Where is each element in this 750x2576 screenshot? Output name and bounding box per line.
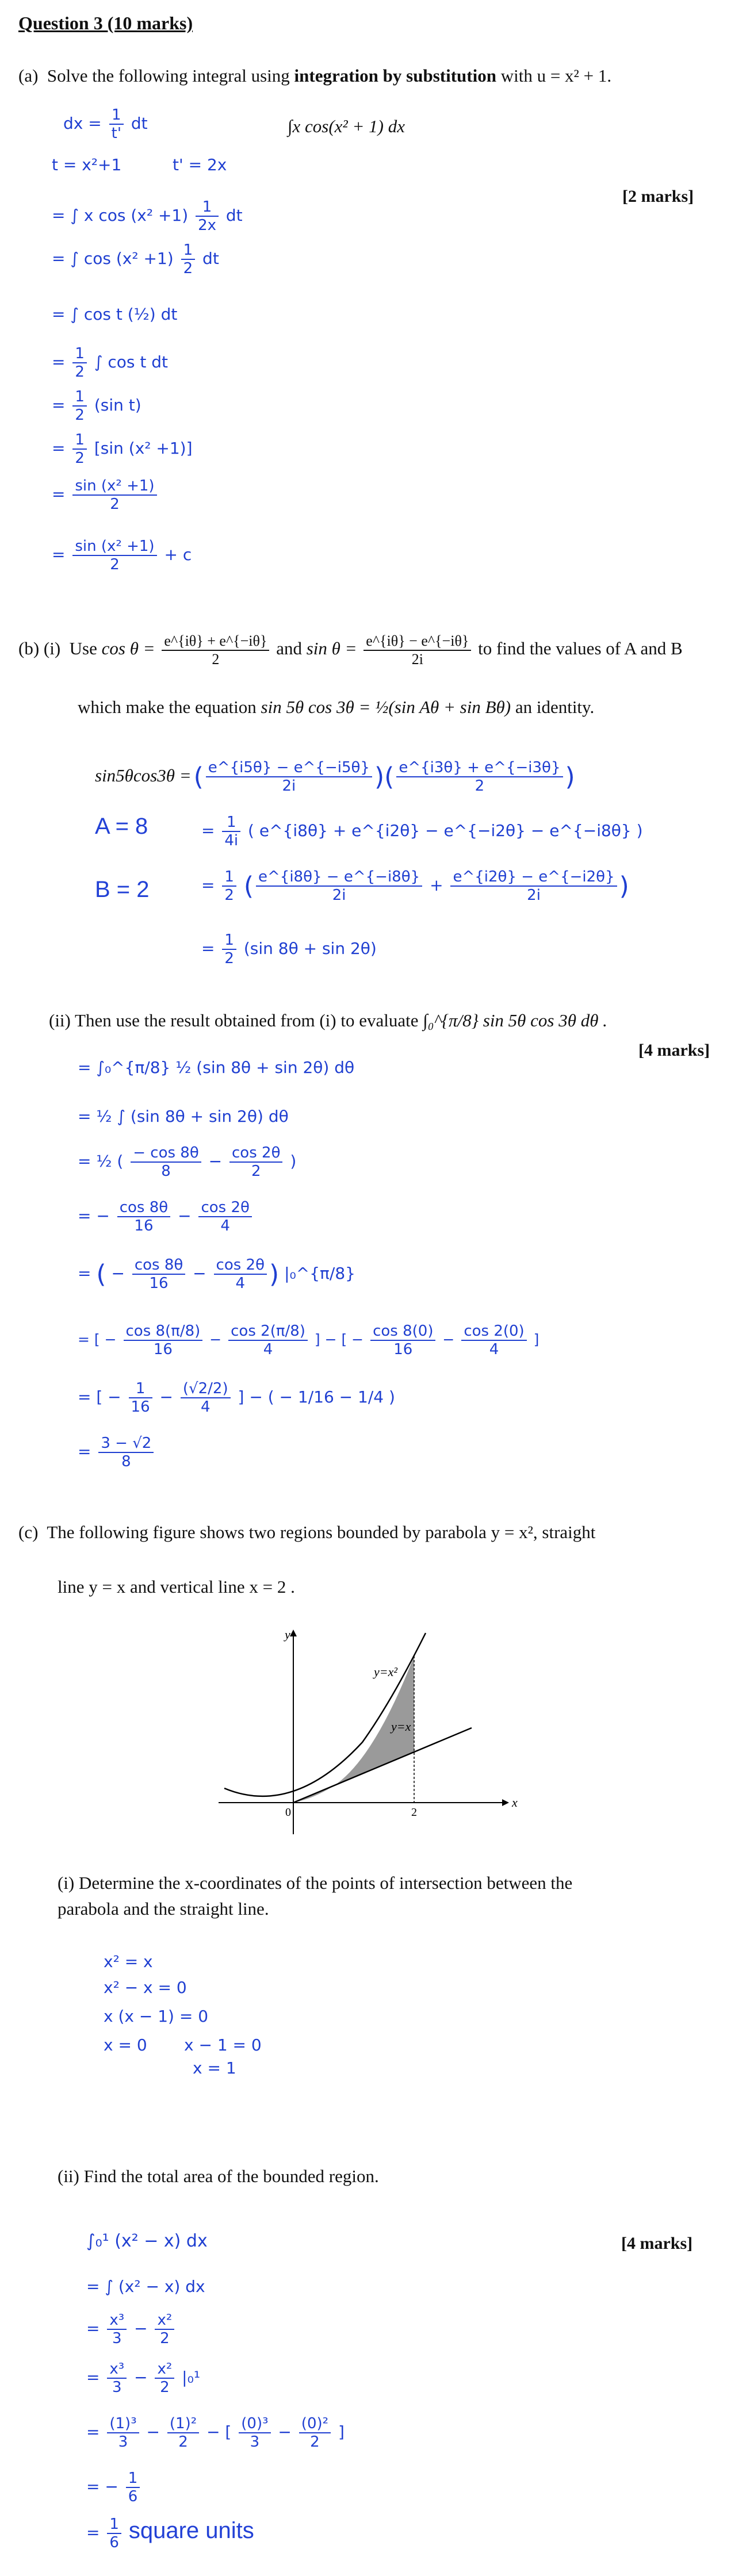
part-a-integral: ∫x cos(x² + 1) dx — [288, 116, 405, 136]
b-ii-w7-b-num: (√2/2) — [182, 1380, 228, 1397]
b-e3-den: 2 — [224, 950, 234, 967]
a-work-dx — [63, 106, 148, 142]
b-ii-w4-b-den: 4 — [220, 1217, 230, 1235]
b-f1-num: e^{i5θ} − e^{−i5θ} — [208, 759, 370, 776]
part-b-cos-num: e^{iθ} + e^{−iθ} — [164, 632, 267, 649]
part-b-cos-lhs: cos θ = — [101, 638, 155, 659]
a-l4-den: 2 — [75, 363, 85, 381]
b-ii-w7-tail: ] − ( − 1/16 − 1/4 ) — [238, 1387, 395, 1406]
b-f2-frac — [396, 759, 562, 795]
a-l4-tail: ∫ cos t dt — [94, 352, 168, 371]
c-i-work2: x² − x = 0 — [104, 1978, 187, 1997]
c-ii-w4-a-den: 3 — [112, 2379, 122, 2396]
b-ii-w7-b-den: 4 — [200, 1398, 211, 1416]
part-b-prompt-line2 — [78, 696, 594, 719]
b-ii-w3-post: ) — [290, 1152, 297, 1171]
part-b-sin-frac — [363, 632, 471, 668]
b-ii-w6-d-num: cos 2(0) — [464, 1322, 525, 1340]
c-ii-w7-num: 1 — [109, 2516, 119, 2533]
part-b-cos-frac — [162, 632, 269, 668]
b-e2-f2-num: e^{i2θ} − e^{−i2θ} — [453, 868, 615, 885]
c-ii-w5-d-den: 2 — [310, 2433, 320, 2451]
c-ii-w4-a — [107, 2360, 127, 2396]
b-ii-work8: = $\frac{3 - √2}{8}$ — [78, 1435, 156, 1470]
b-work-line2: = $\frac{1}{4i}$ ( e^{i8θ} + e^{i2θ} − e^{−i2θ} − e^{−i8θ} ) — [201, 814, 643, 849]
fig-line-label: y=x — [391, 1719, 411, 1734]
b-ii-work7: = [ − $\frac{1}{16}$ − $\frac{(√2/2)}{4}$ ] − ( − 1/16 − 1/4 ) — [78, 1380, 395, 1416]
b-ii-work1: = ∫₀^{π/8} ½ (sin 8θ + sin 2θ) dθ — [78, 1058, 355, 1077]
part-a-prompt — [18, 64, 611, 87]
part-a-text-post: with u = x² + 1. — [500, 66, 612, 86]
y-axis-arrow-icon — [290, 1630, 297, 1636]
part-a-label: (a) — [18, 66, 39, 86]
c-ii-w4-limits: |₀¹ — [182, 2368, 201, 2387]
b-ii-w4-b-num: cos 2θ — [201, 1199, 250, 1216]
c-ii-w5-a — [107, 2415, 139, 2451]
b-e2-f1-den: 2i — [332, 887, 346, 904]
b-ii-w8-num: 3 − √2 — [101, 1435, 152, 1452]
b-e1-den: 4i — [224, 832, 239, 849]
part-b-ii-label: (ii) Then use the result obtained from (i) to evaluate — [49, 1010, 419, 1030]
a-l4-num: 1 — [75, 345, 85, 362]
a-sub-tp: t' = 2x — [173, 155, 227, 174]
a-l7-den: 2 — [110, 496, 120, 513]
c-ii-w5-c-den: 3 — [250, 2433, 260, 2451]
c-ii-work1: ∫₀¹ (x² − x) dx — [86, 2231, 208, 2251]
a-l1-tail: dt — [225, 206, 243, 225]
c-ii-w5-b — [167, 2415, 199, 2451]
a-l8-num: sin (x² +1) — [75, 538, 155, 555]
a-l1-den: 2x — [198, 217, 216, 234]
a-sub-t: t = x²+1 — [52, 155, 122, 174]
part-b-sin-lhs: sin θ = — [306, 638, 357, 659]
c-ii-w3-a-num: x³ — [109, 2312, 125, 2329]
b-e1-frac — [222, 814, 240, 849]
a-work-line6: = $\frac{1}{2}$ [sin (x² +1)] — [52, 431, 193, 467]
c-ii-w3-b — [155, 2312, 174, 2347]
part-c-ii-marks: [4 marks] — [621, 2234, 693, 2253]
c-ii-w7-frac — [107, 2516, 121, 2551]
part-c-text1: The following figure shows two regions bounded by parabola y = x², straight — [47, 1522, 596, 1542]
c-i-work3: x (x − 1) = 0 — [104, 2007, 209, 2026]
a-l5-den: 2 — [75, 407, 85, 424]
a-work-line3: = ∫ cos t (½) dt — [52, 305, 178, 324]
b-e2-den: 2 — [224, 887, 234, 904]
part-b-ii-integral: ∫₀^{π/8} sin 5θ cos 3θ dθ . — [423, 1010, 607, 1030]
x-axis-arrow-icon — [502, 1799, 509, 1806]
c-ii-w4-b-den: 2 — [160, 2379, 170, 2396]
part-b-tail: to find the values of A and B — [478, 638, 683, 659]
part-c-label: (c) — [18, 1522, 39, 1542]
a-l8-den: 2 — [110, 556, 120, 573]
a-l4-frac — [72, 345, 87, 381]
b-ii-w7-a — [129, 1380, 152, 1416]
c-i-work1: x² = x — [104, 1952, 153, 1971]
c-ii-w5-c-num: (0)³ — [241, 2415, 269, 2432]
part-b-sin-num: e^{iθ} − e^{−iθ} — [366, 632, 469, 649]
b-f2-num: e^{i3θ} + e^{−i3θ} — [399, 759, 561, 776]
c-i-x1b: x = 1 — [193, 2058, 236, 2077]
part-c-prompt-line1 — [18, 1521, 595, 1544]
part-a-text-pre: Solve the following integral using — [47, 66, 290, 86]
part-c-i-prompt-line2: parabola and the straight line. — [58, 1899, 269, 1919]
a-l2-tail: dt — [202, 249, 219, 268]
b-ii-w3-a-den: 8 — [161, 1163, 171, 1180]
a-l6-frac — [72, 431, 87, 467]
b-work-lhs: sin5θcos3θ = — [95, 765, 192, 785]
b-e2-f1-frac — [256, 868, 422, 904]
b-ii-w3-b — [229, 1144, 282, 1180]
part-b-sin-den: 2i — [411, 651, 423, 668]
c-ii-w6-den: 6 — [128, 2488, 138, 2505]
b-ii-w6-a-den: 16 — [153, 1341, 173, 1358]
region-figure — [184, 1621, 587, 1846]
c-ii-w4-b — [155, 2360, 174, 2396]
b-e2-f1-num: e^{i8θ} − e^{−i8θ} — [258, 868, 420, 885]
part-b-and: and — [276, 638, 302, 659]
part-b-label: (b) (i) — [18, 638, 61, 659]
b-ii-w5-b-num: cos 2θ — [216, 1256, 265, 1274]
b-work-line4: = $\frac{1}{2}$ (sin 8θ + sin 2θ) — [201, 931, 377, 967]
a-dx-num: 1 — [112, 106, 121, 124]
b-ii-work2: = ½ ∫ (sin 8θ + sin 2θ) dθ — [78, 1107, 289, 1126]
b-ii-w3-b-num: cos 2θ — [232, 1144, 281, 1162]
a-l8-frac — [72, 538, 156, 573]
part-b-prompt-line1 — [18, 632, 683, 668]
b-f2-den: 2 — [475, 777, 485, 795]
b-b-value: B = 2 — [95, 877, 150, 902]
b-ii-w6-d-den: 4 — [489, 1341, 499, 1358]
part-a-marks: [2 marks] — [622, 187, 694, 206]
a-l5-tail: (sin t) — [94, 396, 141, 415]
b-ii-w5-b — [214, 1256, 267, 1292]
b-ii-w8-den: 8 — [121, 1453, 131, 1470]
a-l6-tail: [sin (x² +1)] — [94, 439, 193, 458]
a-l6-num: 1 — [75, 431, 85, 448]
part-b-use: Use — [69, 638, 97, 659]
a-work-line5: = $\frac{1}{2}$ (sin t) — [52, 388, 141, 424]
b-e2-f2-frac — [450, 868, 617, 904]
b-ii-w5-a — [132, 1256, 185, 1292]
a-l2-den: 2 — [183, 260, 193, 277]
b-e2-num: 1 — [224, 868, 234, 885]
b-ii-w6-b-num: cos 2(π/8) — [231, 1322, 305, 1340]
b-ii-w7-a-den: 16 — [131, 1398, 150, 1416]
part-c-ii-prompt: (ii) Find the total area of the bounded region. — [58, 2166, 379, 2186]
b-work-line3: = $\frac{1}{2}$ ( $\frac{e\^{}\{i8\theta\} - e\^{}\{-i8\theta\}}{2i}$ + $\frac{e\^{}\{i2\theta\} - e\^{}\{-i2\theta\}}{2i}$ ) — [201, 868, 629, 904]
a-dx-label: dx = — [63, 114, 102, 133]
c-i-x0: x = 0 — [104, 2035, 147, 2054]
part-b-cos-den: 2 — [212, 651, 220, 668]
c-ii-w6-num: 1 — [128, 2470, 138, 2487]
b-ii-w6-a-num: cos 8(π/8) — [125, 1322, 201, 1340]
c-ii-work7: = $\frac{1}{6}$ square units — [86, 2516, 254, 2551]
part-a-text-bold: integration by substitution — [294, 66, 496, 86]
a-l7-frac — [72, 477, 156, 513]
part-b-ii-prompt — [49, 1009, 607, 1032]
part-b-line2-post: an identity. — [515, 697, 595, 717]
c-ii-w3-b-num: x² — [157, 2312, 173, 2329]
b-ii-w3-a-num: − cos 8θ — [133, 1144, 199, 1162]
a-l5-num: 1 — [75, 388, 85, 405]
c-ii-work5: = $\frac{\text{(1)³}}{3}$ − $\frac{\text{(1)²}}{2}$ − [ $\frac{\text{(0)³}}{3}$ − $\frac{\text{(0)²}}{2}$ ] — [86, 2415, 345, 2451]
part-c-prompt-line2: line y = x and vertical line x = 2 . — [58, 1577, 295, 1597]
b-ii-w7-a-num: 1 — [135, 1380, 146, 1397]
b-work-line1: sin5θcos3θ = ( $\frac{e\^{}\{i5\theta\} - e\^{}\{-i5\theta\}}{2i}$ )( $\frac{e\^{}\{i3\theta\} + e\^{}\{-i3\theta\}}{2}$ ) — [95, 759, 575, 795]
b-ii-w6-d — [461, 1322, 526, 1358]
c-ii-w5-b-num: (1)² — [169, 2415, 197, 2432]
c-ii-w3-b-den: 2 — [160, 2330, 170, 2347]
question-title: Question 3 (10 marks) — [18, 13, 193, 33]
a-work-line8: = $\frac{\text{sin (x² +1)}}{2}$ + c — [52, 538, 192, 573]
b-e3-num: 1 — [224, 931, 234, 949]
b-e2-f2-den: 2i — [527, 887, 541, 904]
a-l2-frac — [181, 241, 196, 277]
b-ii-w6-c-den: 16 — [393, 1341, 413, 1358]
a-l6-den: 2 — [75, 450, 85, 467]
part-b-line2-pre: which make the equation — [78, 697, 257, 717]
b-e1-num: 1 — [226, 814, 236, 831]
a-l1-pre: = ∫ x cos (x² +1) — [52, 206, 189, 225]
a-l5-frac — [72, 388, 87, 424]
fig-curve-label: y=x² — [374, 1665, 397, 1679]
part-c-i-prompt-line1: (i) Determine the x-coordinates of the points of intersection between the — [58, 1873, 573, 1893]
b-ii-work4: = − $\frac{\cos 8\theta}{16}$ − $\frac{\cos 2\theta}{4}$ — [78, 1199, 254, 1235]
c-ii-w5-b-den: 2 — [178, 2433, 188, 2451]
b-ii-work5: = ( − $\frac{\cos 8\theta}{16}$ − $\frac{\cos 2\theta}{4}$ ) |₀^{π/8} — [78, 1256, 355, 1292]
a-dx-den: t' — [111, 125, 121, 142]
b-a-value: A = 8 — [95, 814, 148, 839]
a-work-line7: = $\frac{\text{sin (x² +1)}}{2}$ — [52, 477, 159, 513]
b-e2-frac — [222, 868, 236, 904]
b-ii-w3-a — [131, 1144, 201, 1180]
a-l7-num: sin (x² +1) — [75, 477, 155, 494]
a-l2-pre: = ∫ cos (x² +1) — [52, 249, 174, 268]
part-b-ii-marks: [4 marks] — [638, 1041, 710, 1060]
a-dx-frac — [109, 106, 124, 142]
b-e3-tail: (sin 8θ + sin 2θ) — [243, 939, 377, 958]
b-ii-w7-b — [181, 1380, 231, 1416]
c-ii-work6: = − $\frac{1}{6}$ — [86, 2470, 142, 2505]
b-ii-w8-frac — [98, 1435, 154, 1470]
a-work-line4: = $\frac{1}{2}$ ∫ cos t dt — [52, 345, 168, 381]
c-ii-w5-a-num: (1)³ — [109, 2415, 137, 2432]
a-l8-tail: + c — [164, 545, 192, 564]
c-ii-w4-a-num: x³ — [109, 2360, 125, 2378]
c-ii-work4: = $\frac{\text{x³}}{3}$ − $\frac{\text{x²}}{2}$ |₀¹ — [86, 2360, 201, 2396]
c-ii-w3-a-den: 3 — [112, 2330, 122, 2347]
fig-tick-2: 2 — [411, 1806, 417, 1819]
c-ii-w6-frac — [126, 2470, 140, 2505]
a-work-line2 — [52, 241, 219, 277]
b-f1-frac — [206, 759, 372, 795]
c-ii-w5-a-den: 3 — [118, 2433, 128, 2451]
b-ii-w5-b-den: 4 — [235, 1275, 246, 1292]
c-ii-w4-b-num: x² — [157, 2360, 173, 2378]
b-ii-work6: = [ − $\frac{\cos 8(\pi/8)}{16}$ − $\frac{\cos 2(\pi/8)}{4}$ ] − [ − $\frac{\cos 8(0)}{16}$ − $\frac{\cos 2(0)}{4}$ ] — [78, 1322, 539, 1358]
a-l1-num: 1 — [202, 198, 212, 216]
b-e1-tail: ( e^{i8θ} + e^{i2θ} − e^{−i2θ} − e^{−i8θ} ) — [248, 821, 643, 840]
c-ii-w7-tail: square units — [128, 2518, 254, 2543]
b-ii-w4-b — [198, 1199, 251, 1235]
b-ii-w3-pre: = ½ ( — [78, 1152, 124, 1171]
fig-y-label: y — [285, 1627, 290, 1642]
c-ii-w5-d — [299, 2415, 331, 2451]
c-ii-w5-c — [239, 2415, 270, 2451]
b-e3-frac — [222, 931, 236, 967]
b-ii-w4-a-den: 16 — [134, 1217, 154, 1235]
fig-x-label: x — [512, 1795, 518, 1810]
b-ii-w4-a — [117, 1199, 170, 1235]
c-ii-work3: = $\frac{\text{x³}}{3}$ − $\frac{\text{x²}}{2}$ — [86, 2312, 177, 2347]
b-ii-w5-limits: |₀^{π/8} — [284, 1264, 355, 1283]
c-ii-work2: = ∫ (x² − x) dx — [86, 2277, 205, 2296]
a-work-line1 — [52, 198, 243, 234]
b-ii-w3-b-den: 2 — [251, 1163, 261, 1180]
b-ii-work3: = ½ ( $\frac{- \cos 8\theta}{8}$ − $\frac{\cos 2\theta}{2}$ ) — [78, 1144, 297, 1180]
b-ii-w5-a-den: 16 — [149, 1275, 169, 1292]
b-ii-w6-b — [228, 1322, 308, 1358]
part-b-line2-eq: sin 5θ cos 3θ = ½(sin Aθ + sin Bθ) — [261, 697, 511, 717]
b-ii-w4-a-num: cos 8θ — [119, 1199, 169, 1216]
b-ii-w6-a — [124, 1322, 203, 1358]
fig-origin-label: 0 — [285, 1806, 291, 1819]
a-dx-tail: dt — [131, 114, 148, 133]
b-ii-w6-b-den: 4 — [263, 1341, 273, 1358]
b-f1-den: 2i — [282, 777, 296, 795]
a-l1-frac — [196, 198, 219, 234]
b-ii-w5-a-num: cos 8θ — [134, 1256, 183, 1274]
a-l2-num: 1 — [183, 241, 193, 259]
c-ii-w7-den: 6 — [109, 2534, 119, 2551]
c-ii-w5-d-num: (0)² — [301, 2415, 329, 2432]
b-ii-w6-c-num: cos 8(0) — [373, 1322, 434, 1340]
b-ii-w6-c — [370, 1322, 435, 1358]
c-i-x1a: x − 1 = 0 — [184, 2035, 262, 2054]
c-ii-w3-a — [107, 2312, 127, 2347]
